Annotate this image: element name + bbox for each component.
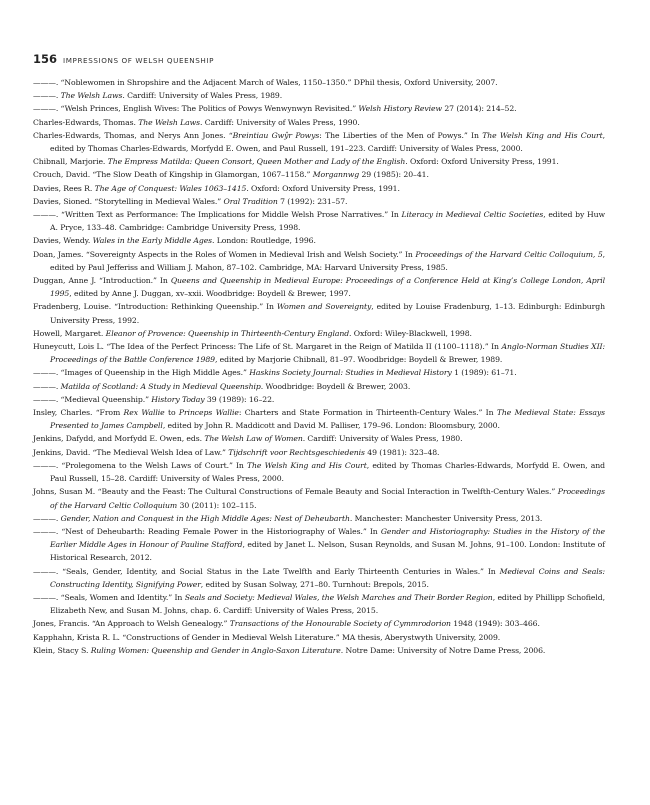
entry-text: 30 (2011): 102–115. <box>177 500 257 510</box>
entry-text: , edited by Louise Fradenburg, 1–13. Edinburgh: Edinburgh University Press, 1992. <box>50 302 605 325</box>
entry-text: : The Liberties of the Men of Powys.” In <box>319 130 483 140</box>
entry-text: Davies, Rees R. <box>33 183 95 193</box>
bibliography-entry <box>33 459 605 485</box>
entry-text: ———. “Nest of Deheubarth: Reading Female Power in the Historiography of Wales.” In <box>33 526 381 536</box>
work-title: The Age of Conquest: Wales 1063–1415 <box>94 183 247 193</box>
work-title: The Welsh Laws <box>60 91 123 101</box>
work-title: Welsh History Review <box>358 104 442 114</box>
entry-text: , edited by Phillipp Schofield, Elizabeth New, and Susan M. Johns, chap. 6. Cardiff: University of Wales Press, 2015. <box>50 592 605 616</box>
entry-text: ———. “Medieval Queenship.” <box>33 394 152 404</box>
entry-text: , edited by Janet L. Nelson, Susan Reynolds, and Susan M. Johns, 91–100. London: Institute of Historical Research, 2012. <box>50 540 606 563</box>
entry-text: 1 (1989): 61–71. <box>451 368 517 378</box>
bibliography-entry <box>33 129 605 155</box>
bibliography-entry <box>33 631 605 644</box>
entry-text: , edited by Anne J. Duggan, xv–xxii. Woodbridge: Boydell & Brewer, 1997. <box>69 289 351 299</box>
work-title: Medieval Coins and Seals: Constructing Identity, Signifying Power <box>50 566 605 589</box>
entry-text: , edited by Marjorie Chibnall, 81–97. Woodbridge: Boydell & Brewer, 1989. <box>214 355 503 365</box>
bibliography-entry <box>33 485 605 511</box>
work-title: Literacy in Medieval Celtic Societies <box>401 210 544 220</box>
entry-text: : Charters and State Formation in Thirteenth-Century Wales.” In <box>238 408 497 418</box>
bibliography-entry <box>33 182 605 195</box>
entry-text: ———. <box>33 91 61 101</box>
work-title: Proceedings of the Harvard Celtic Colloquium <box>50 487 605 510</box>
work-title: The Welsh Law of Women <box>204 434 303 444</box>
work-title: Eleanor of Provence: Queenship in Thirteenth-Century England <box>105 328 350 338</box>
entry-text: 39 (1989): 16–22. <box>204 394 275 404</box>
work-title: Breintiau Gwŷr Powys <box>232 130 320 140</box>
entry-text: . Manchester: Manchester University Press, 2013. <box>349 513 543 523</box>
work-title: Anglo-Norman Studies XII: Proceedings of the Battle Conference 1989 <box>50 342 606 365</box>
entry-text: Jenkins, Dafydd, and Morfydd E. Owen, eds. <box>33 434 205 444</box>
entry-text: Kapphahn, Krista R. L. “Constructions of Gender in Medieval Welsh Literature.” MA thesis, Aberystwyth University, 2009. <box>33 632 501 642</box>
entry-text: ———. “Seals, Gender, Identity, and Social Status in the Late Twelfth and Early Thirteenth Centuries in Wales.” In <box>33 566 500 576</box>
bibliography-entry <box>33 617 605 630</box>
entry-text: 29 (1985): 20–41. <box>359 170 429 180</box>
work-title: Seals and Society: Medieval Wales, the Welsh Marches and Their Border Region <box>184 592 493 602</box>
bibliography-entry <box>33 76 605 89</box>
bibliography-entry <box>33 195 605 208</box>
work-title: Gender and Historiography: Studies in the History of the Earlier Middle Ages in Honour of Pauline Stafford <box>50 526 605 550</box>
work-title: Gender, Nation and Conquest in the High Middle Ages: Nest of Deheubarth <box>60 513 350 523</box>
entry-text: 7 (1992): 231–57. <box>277 196 348 206</box>
entry-text: . Oxford: Oxford University Press, 1991. <box>405 157 559 167</box>
entry-text: , edited by Huw A. Pryce, 133–48. Cambridge: Cambridge University Press, 1998. <box>50 210 605 233</box>
entry-text: Jones, Francis. “An Approach to Welsh Genealogy.” <box>33 619 230 629</box>
work-title: Proceedings of the Harvard Celtic Colloquium, 5 <box>415 249 603 259</box>
page-number: 156 <box>33 52 58 66</box>
bibliography-entry <box>33 565 605 591</box>
entry-text: . Cardiff: University of Wales Press, 1980. <box>302 434 463 444</box>
work-title: The Welsh King and His Court <box>247 460 367 470</box>
entry-text: ———. “Written Text as Performance: The Implications for Middle Welsh Prose Narratives.” In <box>33 210 402 220</box>
bibliography-entry <box>33 248 605 274</box>
work-title: Princeps Wallie <box>178 408 239 418</box>
work-title: Women and Sovereignty <box>276 302 372 312</box>
bibliography-entry <box>33 327 605 340</box>
bibliography-entry <box>33 168 605 181</box>
bibliography-entry <box>33 525 605 565</box>
entry-text: , edited by Paul Jefferiss and William J. Mahon, 87–102. Cambridge, MA: Harvard University Press, 1985. <box>50 249 606 272</box>
entry-text: Crouch, David. “The Slow Death of Kingship in Glamorgan, 1067–1158.” <box>33 170 313 180</box>
entry-text: Davies, Wendy. <box>33 236 93 246</box>
bibliography-entry <box>33 393 605 406</box>
bibliography-entry <box>33 300 605 326</box>
work-title: The Medieval State: Essays Presented to James Campbell <box>50 408 605 431</box>
work-title: The Welsh Laws <box>138 117 200 127</box>
bibliography-entry <box>33 366 605 379</box>
entry-text: . Cardiff: University of Wales Press, 1990. <box>199 117 360 127</box>
running-title: IMPRESSIONS OF WELSH QUEENSHIP <box>63 56 215 65</box>
work-title: Queens and Queenship in Medieval Europe: Proceedings of a Conference Held at King’s College London, April 1995 <box>50 276 605 299</box>
entry-text: ———. “Welsh Princes, English Wives: The Politics of Powys Wenwynwyn Revisited.” <box>33 104 359 114</box>
entry-text: ———. “Prolegomena to the Welsh Laws of Court.” In <box>33 460 247 470</box>
bibliography-entry <box>33 340 605 366</box>
entry-text: 49 (1981): 323–48. <box>364 447 440 457</box>
entry-text: , edited by Thomas Charles-Edwards, Morfydd E. Owen, and Paul Russell, 191–223. Cardiff: University of Wales Press, 2000. <box>50 130 606 154</box>
entry-text: , edited by Susan Solway, 271–80. Turnhout: Brepols, 2015. <box>200 579 429 589</box>
entry-text: Duggan, Anne J. “Introduction.” In <box>33 276 171 286</box>
bibliography-entry <box>33 591 605 617</box>
work-title: Wales in the Early Middle Ages <box>92 236 213 246</box>
work-title: The Welsh King and His Court <box>482 130 603 140</box>
entry-text: ———. “Images of Queenship in the High Middle Ages.” <box>33 368 250 378</box>
bibliography-entry <box>33 406 605 432</box>
work-title: Tijdschrift voor Rechtsgeschiedenis <box>228 447 365 457</box>
entry-text: Howell, Margaret. <box>33 328 106 338</box>
work-title: Transactions of the Honourable Society of Cymmrodorion <box>229 619 451 629</box>
bibliography-entry <box>33 446 605 459</box>
work-title: Rex Wallie <box>123 408 165 418</box>
work-title: Haskins Society Journal: Studies in Medieval History <box>249 368 452 378</box>
entry-text: 1948 (1949): 303–466. <box>450 619 540 629</box>
work-title: The Empress Matilda: Queen Consort, Queen Mother and Lady of the English <box>107 157 406 167</box>
entry-text: to <box>164 408 179 418</box>
entry-text: . London: Routledge, 1996. <box>212 236 316 246</box>
entry-text: Jenkins, David. “The Medieval Welsh Idea of Law.” <box>33 447 229 457</box>
entry-text: . Oxford: Wiley-Blackwell, 1998. <box>349 328 472 338</box>
entry-text: . Cardiff: University of Wales Press, 1989. <box>122 91 283 101</box>
bibliography-entry <box>33 234 605 247</box>
bibliography-entry <box>33 116 605 129</box>
entry-text: Johns, Susan M. “Beauty and the Feast: The Cultural Constructions of Female Beauty and Social Interaction in Twelfth-Century Wales.” <box>33 487 558 497</box>
entry-text: Fradenberg, Louise. “Introduction: Rethinking Queenship.” In <box>33 302 277 312</box>
entry-text: Davies, Sioned. “Storytelling in Medieval Wales.” <box>33 196 224 206</box>
work-title: Matilda of Scotland: A Study in Medieval Queenship <box>60 381 261 391</box>
bibliography-entry <box>33 512 605 525</box>
entry-text: . Oxford: Oxford University Press, 1991. <box>246 183 400 193</box>
bibliography-entry <box>33 102 605 115</box>
entry-text: , edited by Thomas Charles-Edwards, Morfydd E. Owen, and Paul Russell, 15–28. Cardiff: University of Wales Press, 2000. <box>50 460 605 484</box>
entry-text: , edited by John R. Maddicott and David M. Palliser, 179–96. London: Bloomsbury, 2000. <box>162 421 500 431</box>
entry-text: Huneycutt, Lois L. “The Idea of the Perfect Princess: The Life of St. Margaret in the Reign of Matilda II (1100–1118).” In <box>33 342 502 352</box>
bibliography-entry <box>33 432 605 445</box>
entry-text: Doan, James. “Sovereignty Aspects in the Roles of Women in Medieval Irish and Welsh Society.” In <box>33 249 416 259</box>
work-title: Morgannwg <box>312 170 360 180</box>
bibliography-entry <box>33 89 605 102</box>
bibliography-entry <box>33 208 605 234</box>
entry-text: ———. “Seals, Women and Identity.” In <box>33 592 185 602</box>
entry-text: ———. <box>33 513 61 523</box>
entry-text: Charles-Edwards, Thomas. <box>33 117 139 127</box>
entry-text: Charles-Edwards, Thomas, and Nerys Ann Jones. “ <box>33 130 233 140</box>
entry-text: Klein, Stacy S. <box>33 645 91 655</box>
work-title: Ruling Women: Queenship and Gender in Anglo-Saxon Literature <box>90 645 341 655</box>
entry-text: ———. <box>33 381 61 391</box>
bibliography-entry <box>33 274 605 300</box>
bibliography-list <box>33 76 605 657</box>
entry-text: . Notre Dame: University of Notre Dame Press, 2006. <box>340 645 546 655</box>
work-title: History Today <box>151 394 205 404</box>
entry-text: ———. “Noblewomen in Shropshire and the Adjacent March of Wales, 1150–1350.” DPhil thesis, Oxford University, 2007. <box>33 78 498 87</box>
entry-text: Insley, Charles. “From <box>33 408 124 418</box>
bibliography-entry <box>33 380 605 393</box>
work-title: Oral Tradition <box>223 196 278 206</box>
running-head <box>33 51 610 65</box>
bibliography-entry <box>33 644 605 657</box>
bibliography-entry <box>33 155 605 168</box>
entry-text: Chibnall, Marjorie. <box>33 157 108 167</box>
entry-text: 27 (2014): 214–52. <box>442 104 517 114</box>
entry-text: . Woodbridge: Boydell & Brewer, 2003. <box>260 381 411 391</box>
